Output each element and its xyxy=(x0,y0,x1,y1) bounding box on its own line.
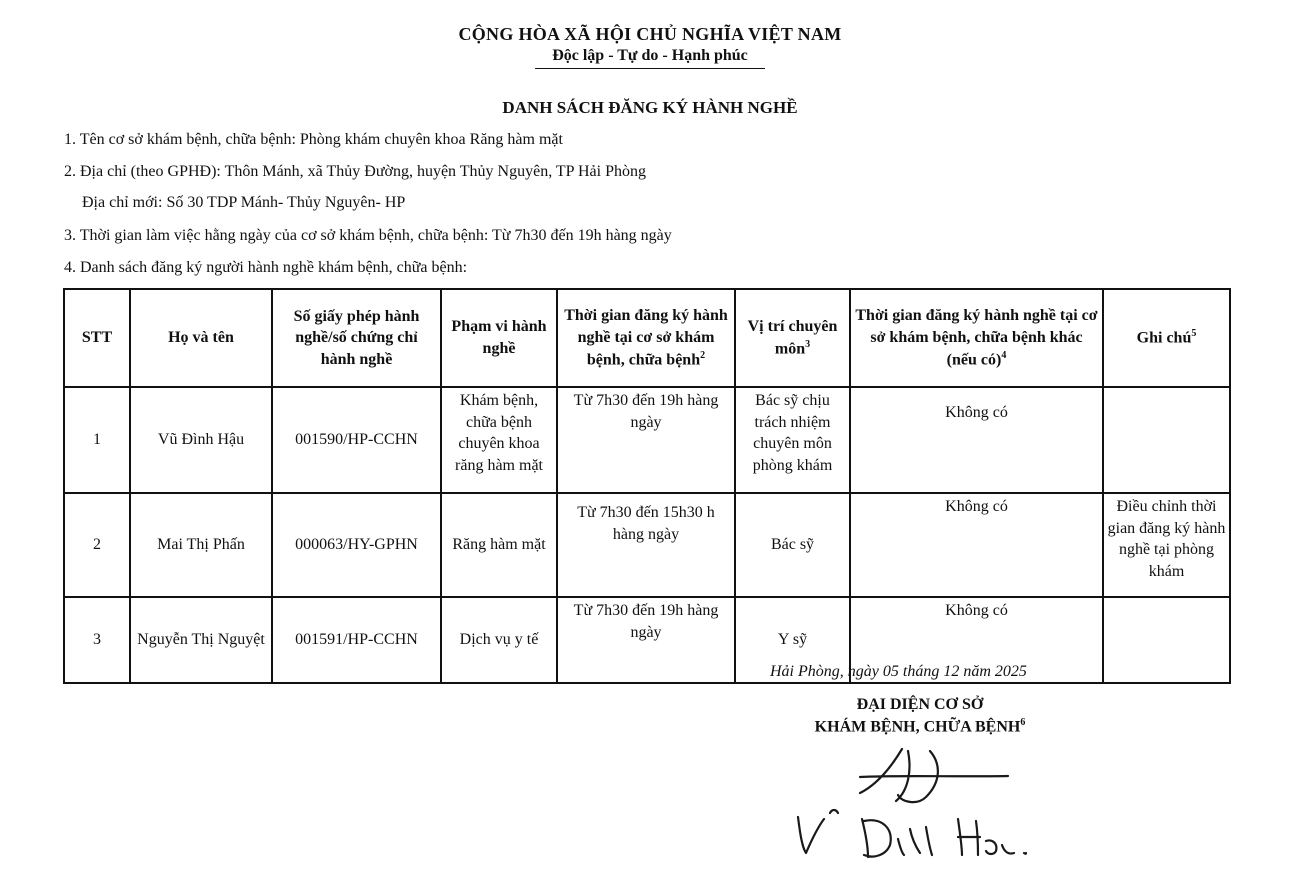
table-row xyxy=(64,597,1230,683)
info-working-hours: 3. Thời gian làm việc hằng ngày của cơ sở khám bệnh, chữa bệnh: Từ 7h30 đến 19h hàng ngày xyxy=(64,227,672,244)
cell-stt: 1 xyxy=(64,387,130,493)
col-header-scope: Phạm vi hành nghề xyxy=(441,289,557,387)
col-header-time: Thời gian đăng ký hành nghề tại cơ sở khám bệnh, chữa bệnh$^2$ xyxy=(557,289,735,387)
country-name: CỘNG HÒA XÃ HỘI CHỦ NGHĨA VIỆT NAM xyxy=(458,24,842,44)
col-header-stt: STT xyxy=(64,289,130,387)
cell-position: Y sỹ xyxy=(735,597,850,683)
cell-note xyxy=(1103,387,1230,493)
cell-time: Từ 7h30 đến 19h hàng ngày xyxy=(557,387,735,493)
table-header-row xyxy=(64,289,1230,387)
representative-line-1: ĐẠI DIỆN CƠ SỞ xyxy=(856,696,984,713)
practitioner-table xyxy=(63,288,1231,684)
signing-date: Hải Phòng, ngày 05 tháng 12 năm 2025 xyxy=(770,663,1027,680)
cell-note: Điều chỉnh thời gian đăng ký hành nghề tại phòng khám xyxy=(1103,493,1230,597)
cell-stt: 2 xyxy=(64,493,130,597)
cell-position: Bác sỹ chịu trách nhiệm chuyên môn phòng khám xyxy=(735,387,850,493)
cell-note xyxy=(1103,597,1230,683)
table-row xyxy=(64,493,1230,597)
col-header-name: Họ và tên xyxy=(130,289,272,387)
table-row xyxy=(64,387,1230,493)
info-address: 2. Địa chỉ (theo GPHĐ): Thôn Mánh, xã Thủy Đường, huyện Thủy Nguyên, TP Hải Phòng xyxy=(64,163,646,180)
cell-license: 001591/HP-CCHN xyxy=(272,597,441,683)
representative-line-2: KHÁM BỆNH, CHỮA BỆNH$^6$ xyxy=(814,716,1026,735)
info-new-address: Địa chỉ mới: Số 30 TDP Mánh- Thủy Nguyên- HP xyxy=(82,194,406,211)
national-motto: Độc lập - Tự do - Hạnh phúc xyxy=(552,47,748,64)
cell-time: Từ 7h30 đến 15h30 h hàng ngày xyxy=(557,493,735,597)
cell-stt: 3 xyxy=(64,597,130,683)
cell-other-facility: Không có xyxy=(850,597,1103,683)
col-header-note: Ghi chú$^5$ xyxy=(1103,289,1230,387)
cell-scope: Khám bệnh, chữa bệnh chuyên khoa răng hàm mặt xyxy=(441,387,557,493)
cell-other-facility: Không có xyxy=(850,387,1103,493)
document-header xyxy=(350,24,950,69)
handwritten-signature xyxy=(790,735,1050,870)
signature-flourish-stroke xyxy=(860,749,1008,802)
cell-time: Từ 7h30 đến 19h hàng ngày xyxy=(557,597,735,683)
col-header-license: Số giấy phép hành nghề/số chứng chỉ hành nghề xyxy=(272,289,441,387)
cell-name: Vũ Đình Hậu xyxy=(130,387,272,493)
signature-name-stroke xyxy=(798,810,1026,857)
col-header-position: Vị trí chuyên môn$^3$ xyxy=(735,289,850,387)
cell-other-facility: Không có xyxy=(850,493,1103,597)
info-facility-name: 1. Tên cơ sở khám bệnh, chữa bệnh: Phòng khám chuyên khoa Răng hàm mặt xyxy=(64,131,563,148)
representative-title xyxy=(780,694,1060,738)
document-title: DANH SÁCH ĐĂNG KÝ HÀNH NGHỀ xyxy=(502,98,798,117)
cell-scope: Dịch vụ y tế xyxy=(441,597,557,683)
cell-name: Nguyễn Thị Nguyệt xyxy=(130,597,272,683)
cell-scope: Răng hàm mặt xyxy=(441,493,557,597)
cell-license: 001590/HP-CCHN xyxy=(272,387,441,493)
col-header-other-facility: Thời gian đăng ký hành nghề tại cơ sở khám bệnh, chữa bệnh khác (nếu có)$^4$ xyxy=(850,289,1103,387)
motto-underline xyxy=(535,68,765,69)
cell-license: 000063/HY-GPHN xyxy=(272,493,441,597)
info-list-heading: 4. Danh sách đăng ký người hành nghề khám bệnh, chữa bệnh: xyxy=(64,259,468,276)
cell-position: Bác sỹ xyxy=(735,493,850,597)
cell-name: Mai Thị Phấn xyxy=(130,493,272,597)
